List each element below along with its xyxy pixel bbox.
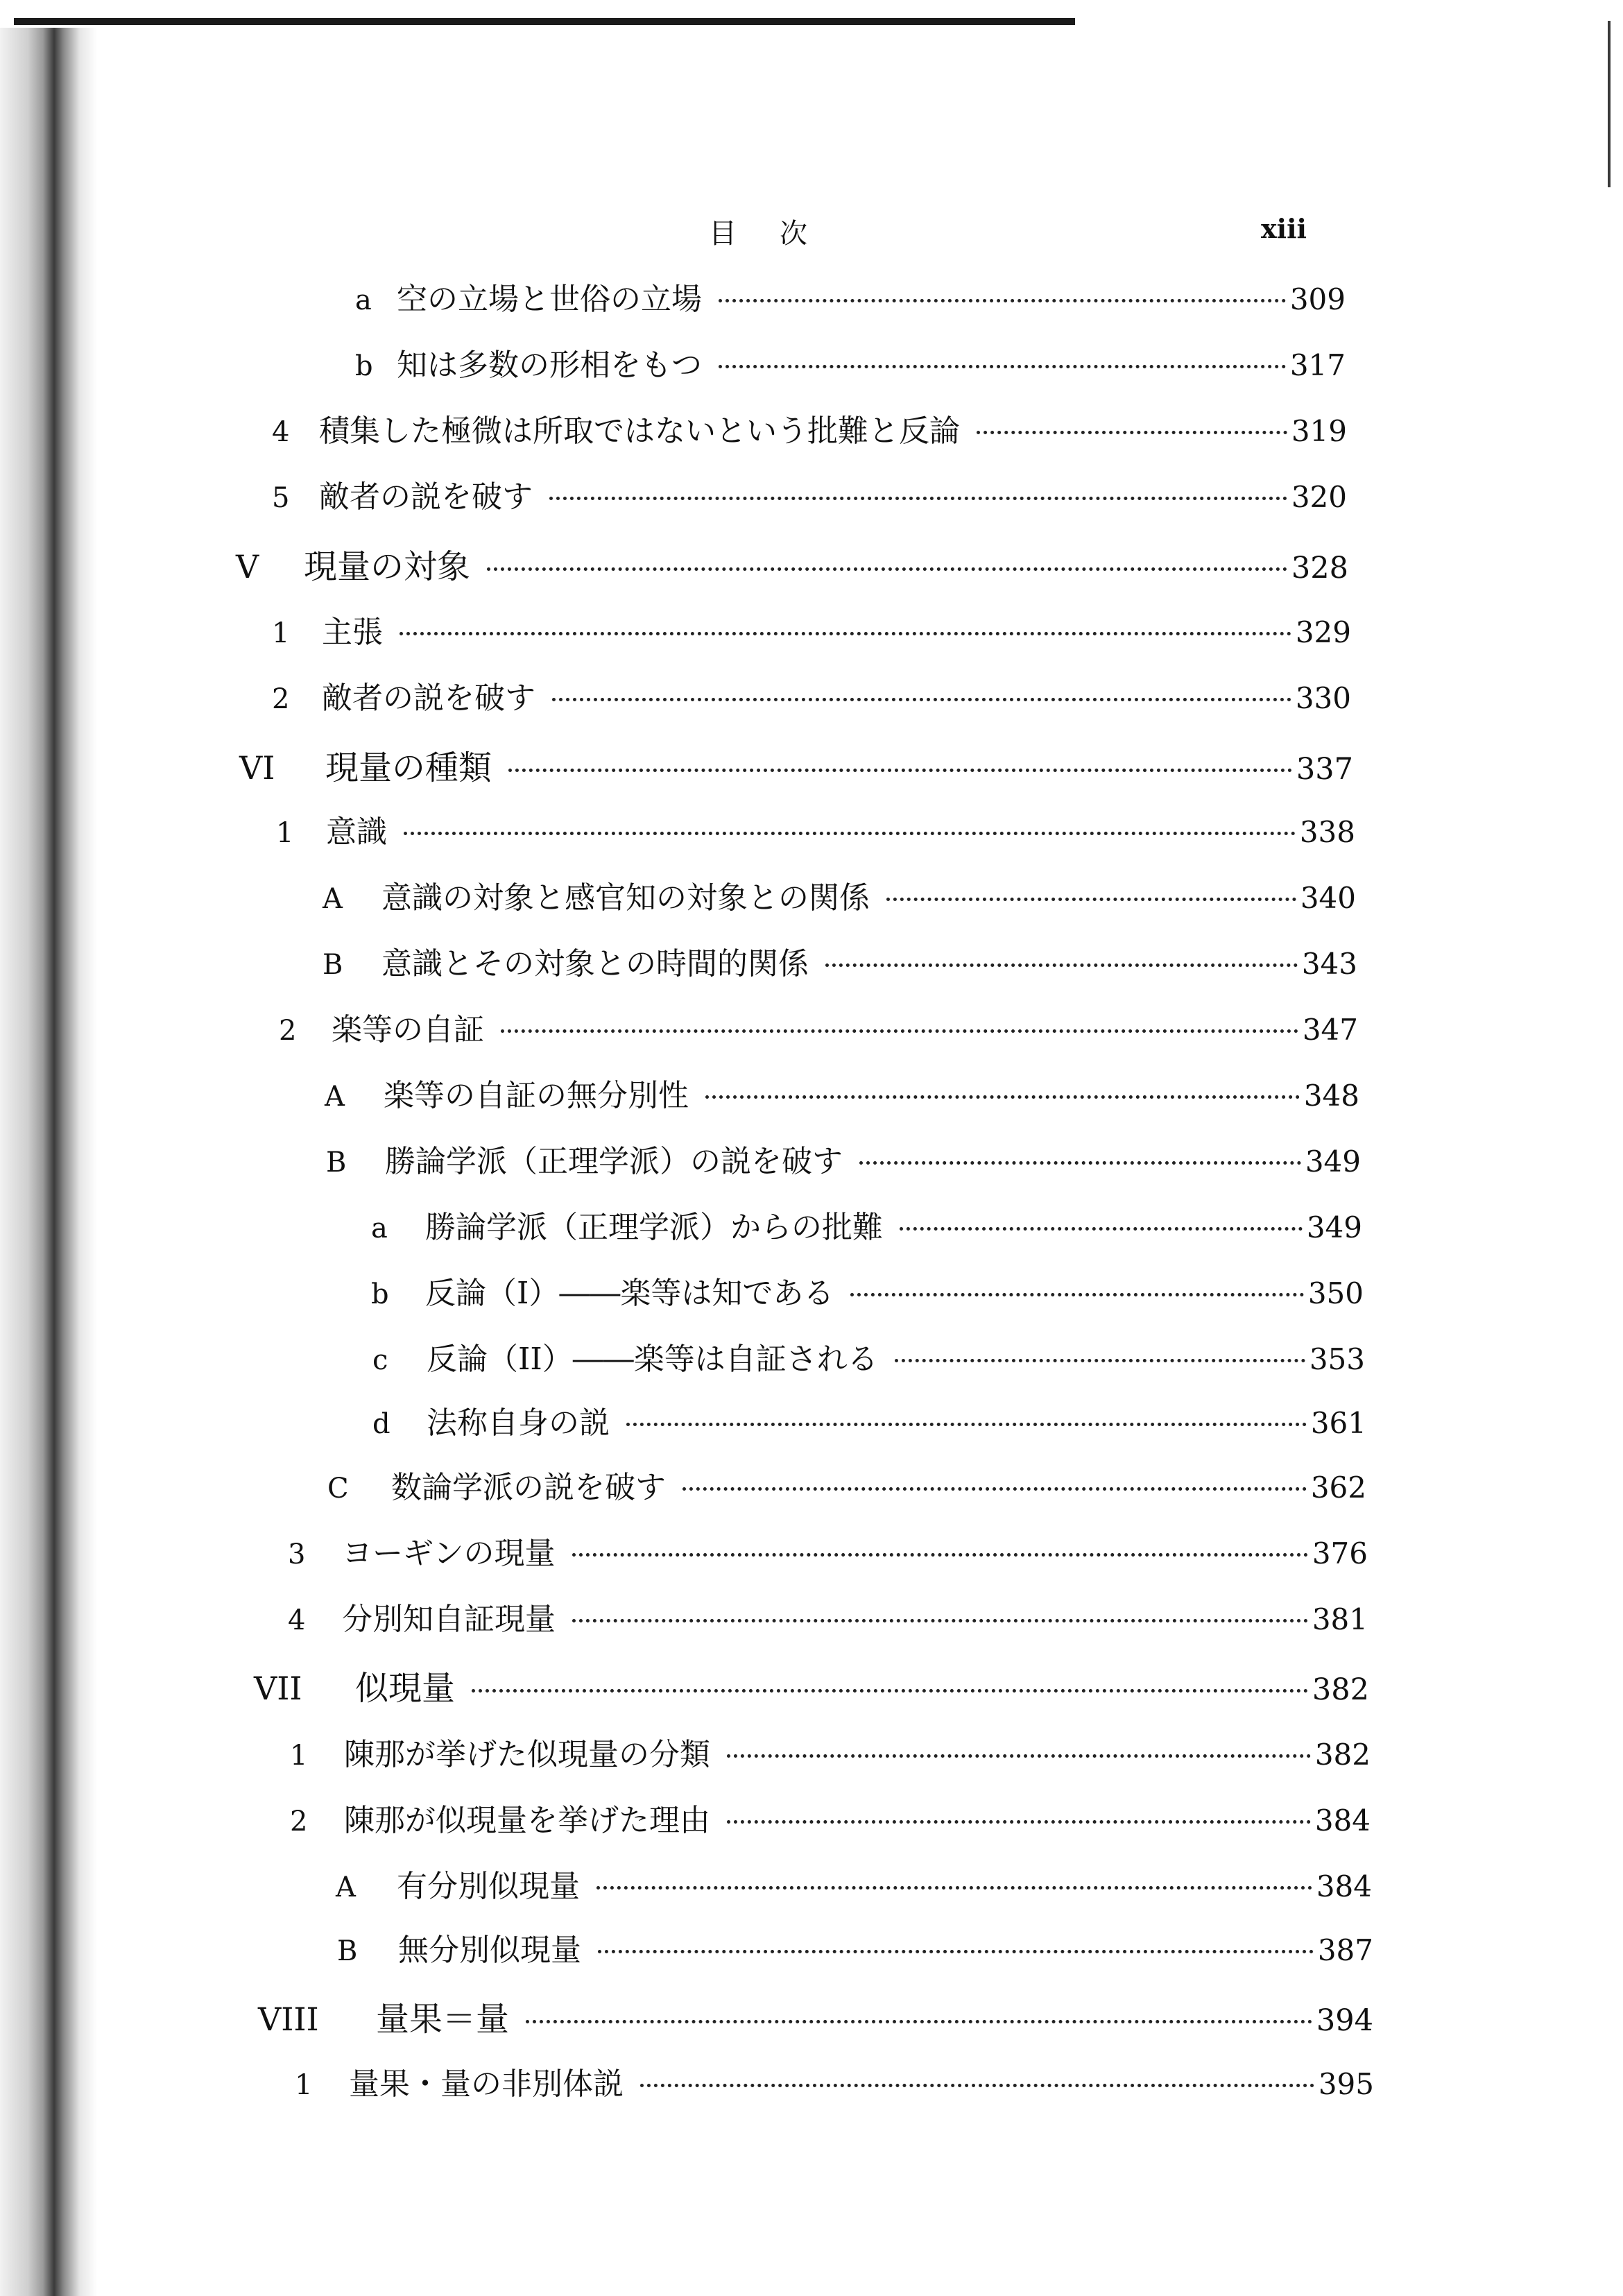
toc-entry-number: 5 [272, 482, 290, 514]
toc-entry-number: 2 [279, 1015, 297, 1047]
toc-leader-dots [977, 431, 1287, 434]
toc-entry-title: 陳那が似現量を挙げた理由 [344, 1803, 710, 1838]
toc-entry-page: 382 [1314, 1738, 1371, 1772]
toc-entry-page: 348 [1303, 1079, 1359, 1113]
toc-entry-number: VIII [258, 2001, 319, 2038]
toc-leader-dots [719, 365, 1286, 368]
toc-entry-page: 350 [1307, 1276, 1364, 1310]
toc-entry-page: 328 [1291, 551, 1348, 585]
toc-leader-dots [549, 497, 1287, 500]
toc-entry-title: 意識 [326, 814, 387, 850]
running-title: 目次 [709, 218, 850, 250]
toc-entry-number: 1 [290, 1740, 308, 1772]
toc-entry-page: 309 [1289, 282, 1346, 316]
toc-leader-dots [508, 769, 1292, 772]
toc-entry-number: 4 [288, 1604, 306, 1636]
toc-entry [372, 1398, 1366, 1446]
toc-entry-title: 数論学派の説を破す [391, 1470, 666, 1505]
toc-entry-number: VII [254, 1670, 302, 1707]
toc-entry [254, 1661, 1369, 1710]
toc-entry-title: 陳那が挙げた似現量の分類 [344, 1737, 710, 1772]
toc-entry-page: 337 [1296, 752, 1353, 787]
toc-leader-dots [719, 299, 1286, 302]
toc-entry-page: 376 [1312, 1536, 1368, 1570]
toc-leader-dots [705, 1095, 1300, 1099]
toc-entry-page: 338 [1299, 815, 1355, 849]
toc-entry-page: 319 [1291, 414, 1347, 448]
toc-entry [272, 406, 1347, 454]
toc-entry-title: 反論（II）――楽等は自証される [427, 1342, 878, 1377]
toc-entry-page: 353 [1309, 1342, 1365, 1376]
toc-entry-title: 敵者の説を破す [322, 680, 535, 716]
toc-leader-dots [404, 832, 1296, 835]
toc-entry [326, 1136, 1361, 1185]
toc-leader-dots [552, 698, 1291, 701]
toc-entry-page: 343 [1301, 947, 1357, 981]
toc-entry-page: 362 [1310, 1471, 1366, 1505]
toc-entry [288, 1594, 1368, 1643]
toc-entry-page: 395 [1318, 2067, 1374, 2101]
toc-entry [288, 1528, 1368, 1577]
toc-entry-title: 勝論学派（正理学派）からの批難 [425, 1210, 883, 1245]
toc-leader-dots [487, 567, 1287, 571]
toc-entry [236, 540, 1348, 588]
toc-entry-number: B [326, 1147, 347, 1179]
toc-entry-page: 320 [1291, 480, 1347, 514]
toc-leader-dots [682, 1487, 1307, 1491]
toc-entry [272, 673, 1351, 721]
toc-entry-number: B [323, 949, 343, 981]
toc-entry-page: 349 [1306, 1210, 1362, 1244]
toc-leader-dots [526, 2020, 1312, 2023]
toc-entry-page: 381 [1312, 1602, 1368, 1636]
toc-entry-page: 394 [1316, 2003, 1373, 2038]
toc-entry-number: b [355, 350, 373, 382]
toc-entry [336, 1861, 1372, 1910]
toc-entry-page: 361 [1310, 1406, 1366, 1440]
toc-entry-title: 無分別似現量 [398, 1933, 581, 1968]
toc-entry-number: C [327, 1473, 349, 1505]
toc-entry-title: 空の立場と世俗の立場 [397, 282, 702, 317]
toc-entry-page: 340 [1300, 881, 1356, 915]
toc-entry [272, 472, 1347, 520]
toc-leader-dots [572, 1553, 1308, 1557]
toc-leader-dots [640, 2084, 1314, 2087]
toc-entry-number: b [371, 1278, 389, 1310]
toc-entry-number: A [323, 883, 343, 915]
toc-leader-dots [400, 632, 1291, 635]
toc-entry-title: ヨーギンの現量 [342, 1536, 556, 1571]
toc-entry-number: VI [239, 749, 275, 787]
toc-entry [325, 1070, 1359, 1119]
toc-entry [337, 1925, 1373, 1973]
toc-entry-page: 384 [1314, 1804, 1371, 1837]
toc-leader-dots [727, 1754, 1311, 1758]
toc-entry [290, 1729, 1371, 1778]
toc-entry-number: c [372, 1344, 388, 1376]
toc-entry [323, 939, 1357, 987]
toc-entry-title: 主張 [322, 615, 383, 650]
toc-entry-title: 似現量 [355, 1669, 456, 1708]
toc-entry-number: 4 [272, 416, 290, 448]
toc-entry-page: 384 [1316, 1869, 1372, 1903]
toc-entry [355, 274, 1346, 323]
toc-entry-title: 知は多数の形相をもつ [397, 348, 702, 383]
toc-leader-dots [727, 1820, 1311, 1824]
toc-entry-number: V [236, 548, 259, 585]
toc-entry-title: 量果・量の非別体説 [349, 2066, 624, 2102]
toc-leader-dots [850, 1293, 1303, 1296]
toc-entry [272, 607, 1351, 656]
toc-entry-title: 楽等の自証の無分別性 [384, 1078, 689, 1113]
toc-entry [239, 741, 1353, 789]
toc-entry-title: 積集した極微は所取ではないという批難と反論 [319, 413, 960, 449]
toc-entry-title: 意識とその対象との時間的関係 [381, 946, 809, 982]
toc-entry-page: 349 [1305, 1145, 1361, 1179]
toc-entry-number: A [325, 1081, 345, 1113]
toc-leader-dots [572, 1619, 1308, 1622]
toc-entry-number: d [372, 1408, 390, 1440]
toc-entry-page: 347 [1302, 1013, 1358, 1047]
toc-entry-page: 330 [1295, 681, 1351, 715]
toc-leader-dots [825, 963, 1298, 967]
toc-entry [327, 1462, 1366, 1511]
toc-entry [258, 1992, 1373, 2041]
toc-entry-page: 329 [1295, 615, 1351, 649]
toc-entry-page: 317 [1289, 348, 1346, 382]
toc-entry-title: 現量の対象 [304, 547, 471, 586]
toc-entry [279, 1004, 1358, 1053]
toc-entry [295, 2059, 1374, 2107]
toc-entry-title: 反論（I）――楽等は知である [425, 1276, 834, 1311]
toc-entry [323, 873, 1356, 921]
toc-entry-page: 387 [1317, 1933, 1373, 1967]
toc-entry [355, 340, 1346, 388]
toc-entry-number: a [371, 1213, 388, 1244]
toc-leader-dots [886, 898, 1296, 901]
toc-entry-number: A [336, 1871, 356, 1903]
toc-entry-title: 法称自身の説 [427, 1405, 610, 1441]
toc-entry-number: a [355, 284, 372, 316]
toc-leader-dots [859, 1161, 1301, 1165]
toc-entry-title: 量果＝量 [376, 2000, 510, 2039]
toc-leader-dots [472, 1689, 1308, 1693]
toc-entry-number: 1 [272, 617, 290, 649]
toc-entry-title: 楽等の自証 [332, 1012, 484, 1047]
toc-entry-page: 382 [1312, 1672, 1369, 1707]
toc-entry [276, 807, 1355, 855]
toc-leader-dots [596, 1886, 1312, 1890]
toc-entry-number: 2 [290, 1806, 308, 1837]
toc-entry-title: 敵者の説を破す [319, 479, 533, 515]
toc-entry-title: 意識の対象と感官知の対象との関係 [381, 880, 870, 916]
toc-leader-dots [895, 1359, 1305, 1362]
toc-entry-number: B [337, 1935, 358, 1967]
toc-entry-number: 3 [288, 1539, 306, 1570]
toc-leader-dots [501, 1029, 1298, 1033]
toc-entry-title: 分別知自証現量 [342, 1602, 556, 1637]
page-number: xiii [1261, 213, 1307, 244]
toc-entry [372, 1334, 1365, 1382]
toc-entry-title: 現量の種類 [325, 748, 492, 787]
toc-leader-dots [598, 1950, 1314, 1953]
toc-entry-title: 勝論学派（正理学派）の説を破す [385, 1144, 843, 1179]
toc-leader-dots [900, 1227, 1303, 1231]
toc-entry-number: 2 [272, 683, 290, 715]
toc-entry [371, 1268, 1364, 1317]
toc-entry-number: 1 [295, 2069, 313, 2101]
toc-entry-title: 有分別似現量 [397, 1869, 580, 1904]
toc-entry [290, 1795, 1371, 1844]
toc-leader-dots [626, 1423, 1307, 1426]
toc-entry [371, 1202, 1362, 1251]
toc-entry-number: 1 [276, 817, 294, 849]
